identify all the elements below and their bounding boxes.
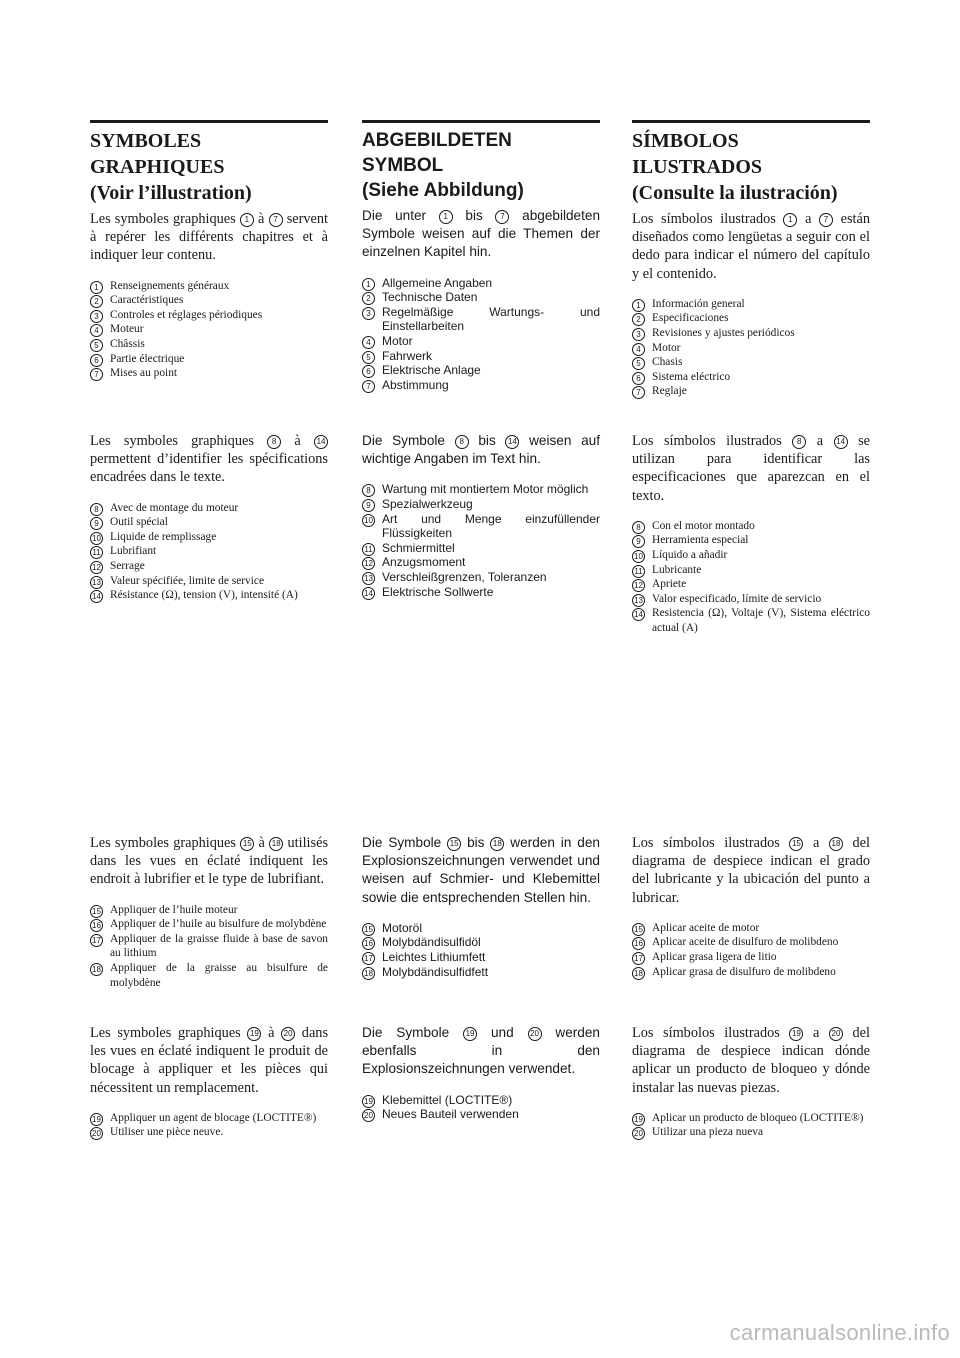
paragraph	[362, 432, 600, 468]
legend-item	[632, 1125, 870, 1140]
legend-text: Mises au point	[110, 367, 178, 380]
section-fr-3	[90, 834, 328, 990]
legend-item	[90, 932, 328, 961]
paragraph-text: Die Symbole	[362, 1025, 464, 1040]
paragraph-text: Die Symbole	[362, 835, 448, 850]
circled-number: 14	[362, 587, 375, 600]
legend-item	[362, 349, 600, 364]
circled-number: 10	[90, 532, 103, 545]
legend-text: Caractéristiques	[110, 294, 184, 307]
circled-number: 19	[789, 1027, 803, 1041]
legend-item	[362, 1093, 600, 1108]
circled-number: 9	[632, 535, 645, 548]
paragraph-text: Les symboles graphiques	[90, 1025, 248, 1041]
legend-list	[362, 921, 600, 979]
title-line: SYMBOL	[362, 155, 444, 176]
legend-item	[90, 515, 328, 530]
circled-number: 20	[90, 1127, 103, 1140]
circled-number: 2	[362, 292, 375, 305]
legend-item	[362, 334, 600, 349]
legend-text: Art und Menge einzufüllender Flüssigkeiten	[382, 511, 600, 541]
circled-number: 15	[447, 837, 461, 851]
legend-text: Abstimmung	[382, 377, 449, 392]
circled-number: 11	[90, 546, 103, 559]
paragraph-text: Los símbolos ilustrados	[632, 835, 790, 851]
circled-number: 16	[632, 937, 645, 950]
legend-text: Liquide de remplissage	[110, 530, 217, 543]
title-line: (Siehe Abbildung)	[362, 180, 524, 201]
circled-number: 1	[439, 210, 453, 224]
legend-text: Líquido a añadir	[652, 549, 728, 561]
circled-number: 7	[495, 210, 509, 224]
paragraph-text: à	[281, 433, 315, 449]
legend-text: Lubricante	[652, 563, 702, 576]
rule-es	[632, 120, 870, 123]
paragraph	[632, 834, 870, 907]
legend-item	[90, 279, 328, 294]
circled-number: 4	[632, 343, 645, 356]
circled-number: 3	[90, 310, 103, 323]
paragraph-text: Les symboles graphiques	[90, 211, 240, 227]
legend-text: Aplicar aceite de motor	[652, 921, 760, 934]
legend-list	[632, 297, 870, 399]
paragraph-text: están diseñados como lengüetas a seguir con el dedo para indicar el número del capítulo y el contenido.	[632, 211, 871, 282]
legend-item	[362, 482, 600, 497]
paragraph-text: à	[254, 835, 270, 851]
legend-item	[632, 950, 870, 965]
paragraph	[632, 210, 870, 283]
legend-item	[632, 326, 870, 341]
circled-number: 18	[269, 837, 283, 851]
circled-number: 1	[632, 299, 645, 312]
circled-number: 8	[455, 435, 469, 449]
circled-number: 20	[632, 1127, 645, 1140]
legend-item	[632, 935, 870, 950]
paragraph-text: Los símbolos ilustrados	[632, 211, 784, 227]
legend-text: Appliquer de la graisse au bisulfure de molybdène	[110, 961, 328, 989]
legend-item	[362, 555, 600, 570]
paragraph-text: del diagrama de despiece indican el grado del lubricante y la ubicación del punto a lubricar.	[632, 835, 871, 906]
legend-list	[90, 903, 328, 991]
legend-item	[90, 293, 328, 308]
circled-number: 3	[632, 328, 645, 341]
circled-number: 11	[632, 565, 645, 578]
legend-text: Chasis	[652, 356, 683, 369]
legend-text: Schmiermittel	[382, 540, 455, 555]
legend-item	[632, 1111, 870, 1126]
circled-number: 19	[463, 1027, 477, 1041]
legend-item	[362, 1107, 600, 1122]
legend-text: Fahrwerk	[382, 348, 433, 363]
rule-fr	[90, 120, 328, 123]
circled-number: 18	[362, 967, 375, 980]
circled-number: 9	[90, 517, 103, 530]
paragraph-text: servent à repérer les différents chapitres et à indiquer leur contenu.	[90, 211, 328, 264]
circled-number: 15	[362, 923, 375, 936]
paragraph	[362, 834, 600, 907]
legend-text: Technische Daten	[382, 290, 478, 305]
title-es	[632, 128, 870, 206]
legend-list	[632, 519, 870, 636]
circled-number: 7	[632, 386, 645, 399]
legend-item	[362, 497, 600, 512]
legend-text: Appliquer de l’huile moteur	[110, 903, 238, 916]
legend-item	[362, 570, 600, 585]
circled-number: 8	[632, 521, 645, 534]
paragraph-text: bis	[452, 208, 496, 223]
legend-item	[90, 308, 328, 323]
circled-number: 20	[528, 1027, 542, 1041]
legend-item	[90, 366, 328, 381]
circled-number: 20	[362, 1109, 375, 1122]
legend-item	[90, 501, 328, 516]
legend-text: Aplicar grasa de disulfuro de molibdeno	[652, 965, 836, 978]
legend-item	[90, 530, 328, 545]
paragraph-text: a	[803, 835, 829, 851]
legend-text: Apriete	[652, 578, 687, 591]
legend-text: Moteur	[110, 323, 144, 336]
legend-item	[632, 355, 870, 370]
legend-item	[362, 290, 600, 305]
legend-text: Appliquer de l’huile au bisulfure de molybdène	[110, 918, 327, 931]
section-de-2	[362, 432, 600, 599]
circled-number: 14	[834, 435, 848, 449]
legend-item	[632, 311, 870, 326]
legend-text: Utilizar una pieza nueva	[652, 1126, 764, 1139]
circled-number: 18	[490, 837, 504, 851]
circled-number: 8	[362, 484, 375, 497]
paragraph-text: werden ebenfalls in den Explosionszeichnungen verwendet.	[362, 1025, 600, 1077]
legend-text: Aplicar un producto de bloqueo (LOCTITE®)	[652, 1111, 864, 1124]
legend-text: Klebemittel (LOCTITE®)	[382, 1092, 513, 1107]
title-line: ABGEBILDETEN	[362, 130, 512, 151]
legend-text: Allgemeine Angaben	[382, 275, 493, 290]
paragraph-text: Los símbolos ilustrados	[632, 1025, 790, 1041]
circled-number: 12	[362, 557, 375, 570]
legend-list	[362, 482, 600, 599]
legend-text: Valor especificado, límite de servicio	[652, 592, 822, 605]
circled-number: 2	[632, 313, 645, 326]
circled-number: 1	[362, 278, 375, 291]
legend-item	[632, 921, 870, 936]
title-fr	[90, 128, 328, 206]
circled-number: 1	[90, 281, 103, 294]
legend-item	[632, 370, 870, 385]
legend-item	[632, 592, 870, 607]
circled-number: 14	[90, 590, 103, 603]
circled-number: 8	[267, 435, 281, 449]
paragraph-text: a	[797, 211, 820, 227]
legend-text: Appliquer un agent de blocage (LOCTITE®)	[110, 1111, 317, 1124]
legend-item	[90, 1125, 328, 1140]
circled-number: 10	[632, 550, 645, 563]
legend-list	[90, 1111, 328, 1140]
circled-number: 13	[362, 572, 375, 585]
legend-item	[632, 297, 870, 312]
title-line: (Consulte la ilustración)	[632, 182, 838, 204]
circled-number: 13	[632, 594, 645, 607]
circled-number: 4	[90, 324, 103, 337]
circled-number: 15	[632, 923, 645, 936]
legend-text: Utiliser une pièce neuve.	[110, 1126, 224, 1139]
legend-text: Renseignements généraux	[110, 279, 230, 292]
circled-number: 9	[362, 499, 375, 512]
paragraph-text: Les symboles graphiques	[90, 835, 241, 851]
circled-number: 7	[90, 368, 103, 381]
paragraph-text: Die Symbole	[362, 433, 455, 448]
title-de	[362, 128, 600, 203]
paragraph-text: del diagrama de despiece indican dónde aplicar un producto de bloqueo y dónde instalar las nuevas piezas.	[632, 1025, 871, 1096]
paragraph-text: permettent d’identifier les spécifications encadrées dans le texte.	[90, 451, 328, 486]
section-fr-4	[90, 1024, 328, 1140]
circled-number: 5	[90, 339, 103, 352]
legend-item	[90, 574, 328, 589]
paragraph	[362, 1024, 600, 1079]
section-fr-1	[90, 128, 328, 381]
paragraph-text: à	[253, 211, 269, 227]
legend-text: Controles et réglages périodiques	[110, 308, 263, 321]
circled-number: 2	[90, 295, 103, 308]
legend-item	[632, 533, 870, 548]
legend-text: Anzugsmoment	[382, 555, 466, 570]
legend-text: Serrage	[110, 559, 145, 572]
circled-number: 3	[362, 307, 375, 320]
legend-text: Elektrische Sollwerte	[382, 584, 494, 599]
legend-text: Con el motor montado	[652, 519, 755, 532]
circled-number: 8	[90, 503, 103, 516]
legend-text: Neues Bauteil verwenden	[382, 1107, 519, 1122]
circled-number: 1	[240, 213, 254, 227]
title-line: (Voir l’illustration)	[90, 182, 252, 204]
circled-number: 15	[240, 837, 254, 851]
legend-text: Reglaje	[652, 385, 687, 398]
legend-item	[362, 378, 600, 393]
legend-item	[362, 541, 600, 556]
circled-number: 19	[632, 1113, 645, 1126]
legend-item	[362, 305, 600, 334]
section-fr-2	[90, 432, 328, 603]
paragraph-text: dans les vues en éclaté indiquent le produit de blocage à appliquer et les pièces qui nécessitent un remplacement.	[90, 1025, 329, 1096]
title-line: SYMBOLES	[90, 130, 202, 152]
circled-number: 14	[314, 435, 328, 449]
section-es-1	[632, 128, 870, 399]
paragraph-text: a	[806, 433, 834, 449]
legend-text: Resistencia (Ω), Voltaje (V), Sistema eléctrico actual (A)	[652, 607, 870, 634]
circled-number: 12	[90, 561, 103, 574]
paragraph-text: Los símbolos ilustrados	[632, 433, 793, 449]
legend-list	[362, 1093, 600, 1122]
legend-text: Verschleißgrenzen, Toleranzen	[382, 569, 547, 584]
legend-list	[632, 921, 870, 979]
paragraph	[90, 432, 328, 487]
paragraph-text: werden in den Explosionszeichnungen verwendet und weisen auf Schmier- und Klebemittel sowie die entsprechenden Stellen hin.	[362, 835, 600, 905]
legend-item	[362, 512, 600, 541]
circled-number: 20	[829, 1027, 843, 1041]
legend-text: Molybdändisulfidöl	[382, 935, 481, 950]
title-line: SÍMBOLOS ILUSTRADOS	[632, 130, 763, 178]
legend-item	[632, 548, 870, 563]
circled-number: 18	[632, 967, 645, 980]
legend-item	[90, 352, 328, 367]
circled-number: 13	[90, 576, 103, 589]
circled-number: 15	[90, 905, 103, 918]
legend-list	[90, 501, 328, 603]
paragraph	[90, 1024, 328, 1097]
legend-text: Revisiones y ajustes periódicos	[652, 327, 795, 339]
legend-text: Outil spécial	[110, 516, 168, 529]
circled-number: 1	[783, 213, 797, 227]
section-de-1	[362, 128, 600, 392]
circled-number: 7	[362, 380, 375, 393]
legend-text: Regelmäßige Wartungs- und Einstellarbeiten	[382, 304, 600, 334]
legend-text: Lubrifiant	[110, 545, 157, 558]
paragraph-text: Die unter	[362, 208, 439, 223]
rule-de	[362, 120, 600, 123]
legend-item	[632, 965, 870, 980]
legend-text: Sistema eléctrico	[652, 370, 731, 383]
paragraph-text: se utilizan para identificar las especificaciones que aparezcan en el texto.	[632, 433, 871, 504]
legend-item	[90, 1111, 328, 1126]
paragraph-text: abgebildeten Symbole weisen auf die Themen der einzelnen Kapitel hin.	[362, 208, 601, 260]
circled-number: 18	[829, 837, 843, 851]
legend-text: Motoröl	[382, 920, 423, 935]
paragraph	[90, 210, 328, 265]
legend-item	[632, 341, 870, 356]
paragraph-text: weisen auf wichtige Angaben im Text hin.	[362, 433, 601, 467]
legend-text: Herramienta especial	[652, 534, 749, 547]
legend-text: Motor	[382, 333, 413, 348]
legend-item	[90, 544, 328, 559]
legend-item	[90, 917, 328, 932]
circled-number: 16	[362, 937, 375, 950]
paragraph-text: bis	[468, 433, 506, 448]
paragraph	[632, 432, 870, 505]
circled-number: 16	[90, 919, 103, 932]
legend-item	[90, 322, 328, 337]
legend-text: Aplicar grasa ligera de litio	[652, 951, 777, 963]
circled-number: 6	[362, 365, 375, 378]
legend-item	[90, 559, 328, 574]
circled-number: 14	[505, 435, 519, 449]
legend-item	[362, 950, 600, 965]
legend-item	[362, 276, 600, 291]
paragraph-text: bis	[461, 835, 491, 850]
paragraph-text: und	[477, 1025, 528, 1040]
title-line: GRAPHIQUES	[90, 156, 225, 178]
circled-number: 18	[90, 963, 103, 976]
section-es-3	[632, 834, 870, 979]
legend-text: Valeur spécifiée, limite de service	[110, 574, 265, 587]
circled-number: 19	[90, 1113, 103, 1126]
circled-number: 12	[632, 579, 645, 592]
paragraph-text: utilisés dans les vues en éclaté indiquent les endroit à lubrifier et le type de lubrifiant.	[90, 835, 329, 888]
legend-item	[632, 519, 870, 534]
legend-text: Partie électrique	[110, 352, 185, 365]
circled-number: 19	[362, 1095, 375, 1108]
legend-text: Résistance (Ω), tension (V), intensité (A)	[110, 589, 298, 602]
section-es-2	[632, 432, 870, 636]
circled-number: 20	[281, 1027, 295, 1041]
paragraph-text: a	[803, 1025, 829, 1041]
legend-text: Aplicar aceite de disulfuro de molibdeno	[652, 936, 839, 949]
legend-text: Motor	[652, 341, 681, 354]
legend-item	[632, 606, 870, 635]
circled-number: 7	[819, 213, 833, 227]
paragraph-text: Les symboles graphiques	[90, 433, 268, 449]
watermark: carmanualsonline.info	[729, 1320, 950, 1345]
legend-item	[362, 965, 600, 980]
legend-text: Wartung mit montiertem Motor möglich	[382, 482, 589, 497]
legend-text: Información general	[652, 297, 745, 310]
section-de-3	[362, 834, 600, 979]
legend-item	[632, 577, 870, 592]
legend-text: Spezialwerkzeug	[382, 497, 473, 511]
legend-list	[90, 279, 328, 381]
circled-number: 6	[632, 372, 645, 385]
legend-list	[362, 276, 600, 393]
circled-number: 17	[90, 934, 103, 947]
circled-number: 17	[362, 952, 375, 965]
section-es-4	[632, 1024, 870, 1140]
section-de-4	[362, 1024, 600, 1122]
circled-number: 5	[362, 351, 375, 364]
legend-item	[90, 588, 328, 603]
circled-number: 5	[632, 357, 645, 370]
circled-number: 10	[362, 514, 375, 527]
circled-number: 15	[789, 837, 803, 851]
legend-text: Molybdändisulfidfett	[382, 964, 489, 979]
paragraph	[632, 1024, 870, 1097]
legend-item	[90, 337, 328, 352]
legend-text: Leichtes Lithiumfett	[382, 950, 486, 964]
paragraph	[90, 834, 328, 889]
legend-item	[362, 363, 600, 378]
circled-number: 17	[632, 952, 645, 965]
legend-text: Avec de montage du moteur	[110, 501, 239, 514]
legend-item	[362, 585, 600, 600]
circled-number: 11	[362, 543, 375, 556]
legend-text: Especificaciones	[652, 312, 729, 325]
legend-text: Elektrische Anlage	[382, 363, 481, 378]
legend-item	[362, 921, 600, 936]
circled-number: 19	[247, 1027, 261, 1041]
legend-text: Appliquer de la graisse fluide à base de savon au lithium	[110, 932, 328, 960]
paragraph-text: à	[261, 1025, 282, 1041]
legend-text: Châssis	[110, 337, 145, 350]
paragraph	[362, 207, 600, 262]
legend-item	[632, 384, 870, 399]
circled-number: 6	[90, 354, 103, 367]
legend-item	[90, 903, 328, 918]
circled-number: 14	[632, 608, 645, 621]
legend-list	[632, 1111, 870, 1140]
circled-number: 4	[362, 336, 375, 349]
legend-item	[362, 935, 600, 950]
circled-number: 8	[792, 435, 806, 449]
circled-number: 7	[269, 213, 283, 227]
legend-item	[90, 961, 328, 990]
legend-item	[632, 563, 870, 578]
